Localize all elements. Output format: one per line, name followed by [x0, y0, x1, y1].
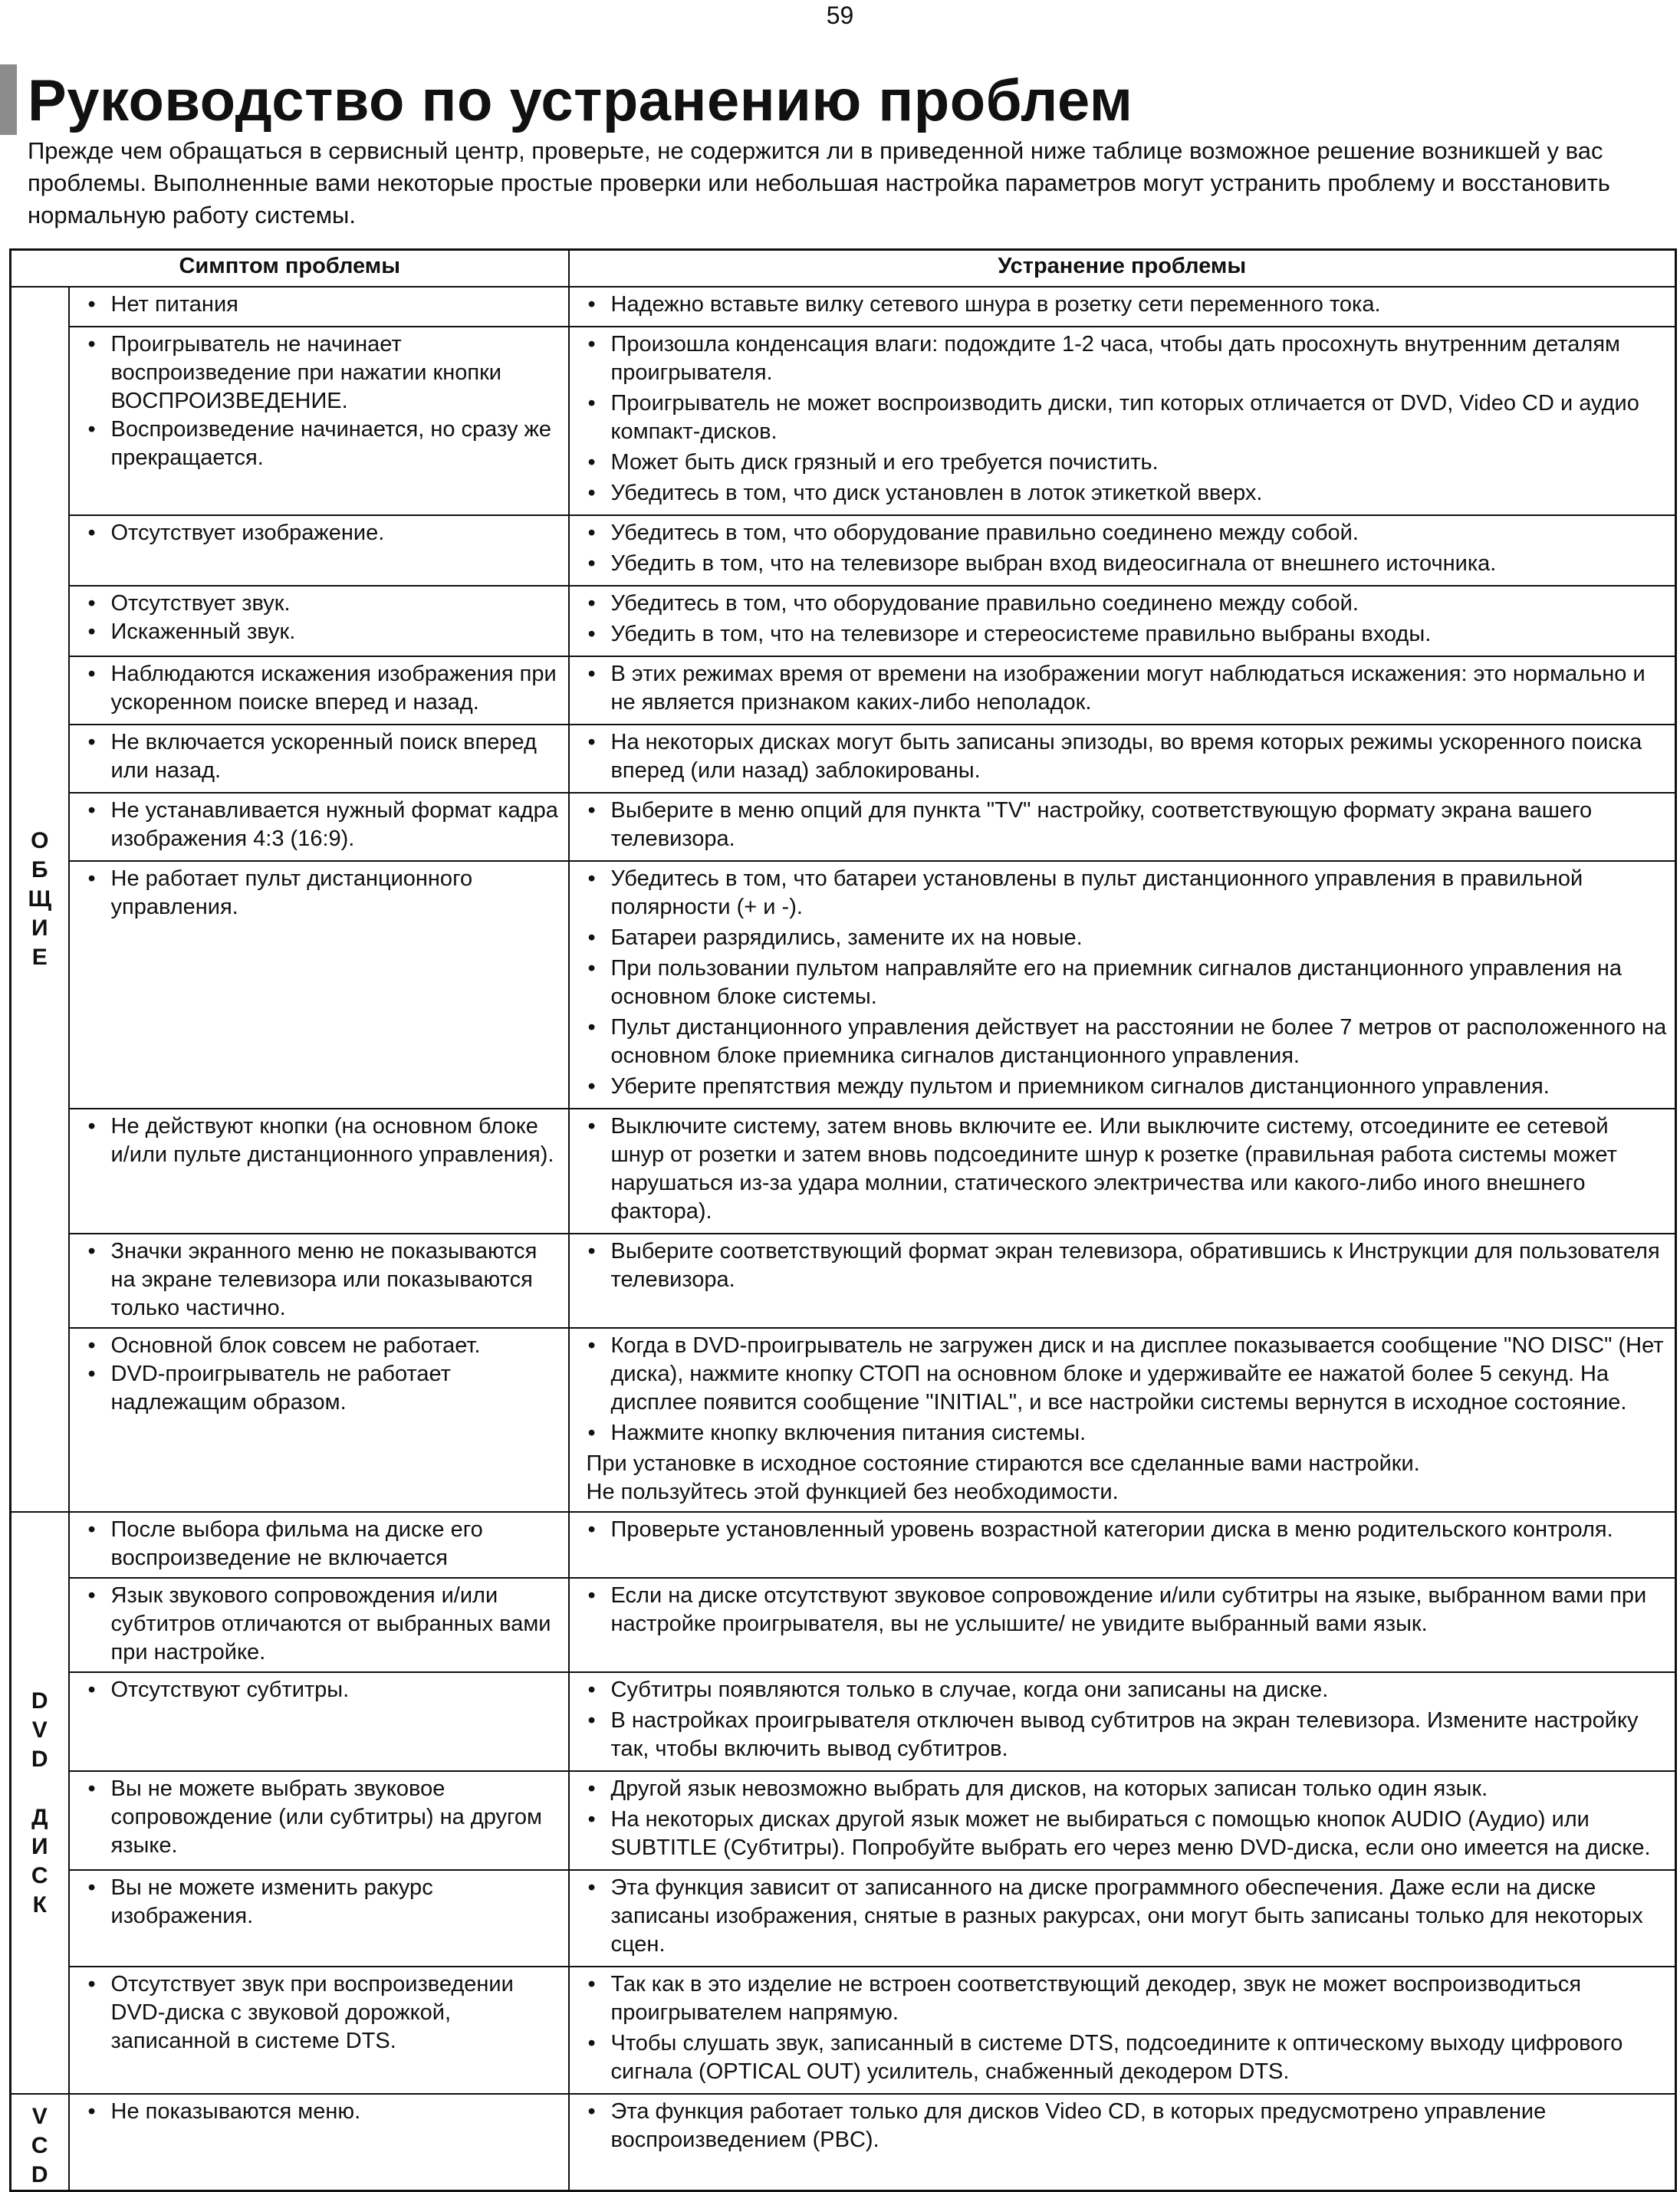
solution-item: • Убедитесь в том, что оборудование правильно соединено между собой. — [584, 590, 1668, 618]
troubleshooting-table — [9, 248, 1677, 2192]
symptom-cell — [69, 515, 569, 586]
category-label — [11, 1512, 69, 2094]
solution-item: • Проигрыватель не может воспроизводить диски, тип которых отличается от DVD, Video CD и аудио компакт-дисков. — [584, 389, 1668, 446]
symptom-list — [84, 519, 561, 547]
symptom-cell — [69, 1578, 569, 1672]
table-row — [11, 1578, 1676, 1672]
page-number: 59 — [826, 2, 854, 29]
symptom-item: • Отсутствует изображение. — [84, 519, 561, 547]
solution-list — [584, 291, 1668, 319]
solution-item: • Нажмите кнопку включения питания системы. — [584, 1419, 1668, 1448]
symptom-item: • Искаженный звук. — [84, 618, 561, 646]
solution-cell — [569, 1771, 1676, 1870]
solution-list — [584, 330, 1668, 508]
solution-cell — [569, 725, 1676, 793]
solution-item: • Убедить в том, что на телевизоре выбран вход видеосигнала от внешнего источника. — [584, 550, 1668, 578]
title-accent-bar — [0, 64, 17, 135]
symptom-list — [84, 1970, 561, 2056]
symptom-item: • Не устанавливается нужный формат кадра изображения 4:3 (16:9). — [84, 797, 561, 853]
symptom-cell — [69, 656, 569, 725]
table-row — [11, 327, 1676, 515]
symptom-item: • После выбора фильма на диске его воспроизведение не включается — [84, 1516, 561, 1573]
symptom-item: • Воспроизведение начинается, но сразу же прекращается. — [84, 416, 561, 472]
table-row — [11, 586, 1676, 656]
symptom-list — [84, 1516, 561, 1573]
solution-item: • Пульт дистанционного управления действует на расстоянии не более 7 метров от расположенного на основном блоке приемника сигналов дистанционного управления. — [584, 1014, 1668, 1070]
symptom-cell — [69, 327, 569, 515]
category-letter: И — [31, 915, 48, 941]
solution-cell — [569, 1578, 1676, 1672]
symptom-list — [84, 660, 561, 717]
solution-list — [584, 519, 1668, 578]
solution-item: • Может быть диск грязный и его требуется почистить. — [584, 449, 1668, 477]
solution-item: • Уберите препятствия между пультом и приемником сигналов дистанционного управления. — [584, 1073, 1668, 1101]
solution-list — [584, 1332, 1668, 1448]
table-row — [11, 1234, 1676, 1328]
solution-item: • Так как в это изделие не встроен соответствующий декодер, звук не может воспроизводиться проигрывателем напрямую. — [584, 1970, 1668, 2027]
symptom-item: • Наблюдаются искажения изображения при ускоренном поиске вперед и назад. — [84, 660, 561, 717]
solution-cell — [569, 1672, 1676, 1771]
symptom-item: • Не показываются меню. — [84, 2098, 561, 2126]
symptom-cell — [69, 1512, 569, 1578]
category-letter: К — [32, 1891, 47, 1918]
symptom-item: • Отсутствуют субтитры. — [84, 1676, 561, 1704]
category-letter: С — [31, 1862, 48, 1888]
solution-cell — [569, 1512, 1676, 1578]
solution-list — [584, 1112, 1668, 1226]
symptom-cell — [69, 793, 569, 861]
solution-item: • В этих режимах время от времени на изображении могут наблюдаться искажения: это нормально и не является признаком каких-либо неполадок. — [584, 660, 1668, 717]
symptom-item: • Вы не можете изменить ракурс изображения. — [84, 1874, 561, 1931]
symptom-item: • Не действуют кнопки (на основном блоке и/или пульте дистанционного управления). — [84, 1112, 561, 1169]
intro-paragraph: Прежде чем обращаться в сервисный центр, проверьте, не содержится ли в приведенной ниже таблице возможное решение возникшей у вас проблемы. Выполненные вами некоторые простые проверки или небольшая настройка параметров могут устранить проблему и восстановить нормальную работу системы. — [28, 137, 1610, 228]
solution-note: Не пользуйтесь этой функцией без необходимости. — [586, 1480, 1119, 1504]
solution-list — [584, 1775, 1668, 1862]
solution-item: • Надежно вставьте вилку сетевого шнура в розетку сети переменного тока. — [584, 291, 1668, 319]
table-header-row — [11, 250, 1676, 288]
solution-item: • На некоторых дисках другой язык может не выбираться с помощью кнопок AUDIO (Аудио) или SUBTITLE (Субтитры). Попробуйте выбрать его через меню DVD-диска, если оно имеется на диске. — [584, 1806, 1668, 1862]
solution-cell — [569, 515, 1676, 586]
solution-item: • Батареи разрядились, замените их на новые. — [584, 924, 1668, 952]
symptom-item: • Отсутствует звук. — [84, 590, 561, 618]
solution-list — [584, 2098, 1668, 2154]
solution-item: • Эта функция зависит от записанного на диске программного обеспечения. Даже если на диске записаны изображения, снятые в разных ракурсах, они могут быть записаны только для некоторых сцен. — [584, 1874, 1668, 1959]
symptom-cell — [69, 725, 569, 793]
solution-list — [584, 1582, 1668, 1638]
category-letter: C — [31, 2133, 48, 2158]
solution-item: • В настройках проигрывателя отключен вывод субтитров на экран телевизора. Измените настройку так, чтобы включить вывод субтитров. — [584, 1707, 1668, 1763]
symptom-cell — [69, 1967, 569, 2094]
table-row — [11, 793, 1676, 861]
symptom-list — [84, 1775, 561, 1860]
solution-item: • Убедить в том, что на телевизоре и стереосистеме правильно выбраны входы. — [584, 620, 1668, 649]
solution-cell — [569, 1234, 1676, 1328]
symptom-cell — [69, 1109, 569, 1234]
table-row — [11, 656, 1676, 725]
table-row — [11, 287, 1676, 327]
header-solution: Устранение проблемы — [569, 250, 1676, 288]
header-symptom: Симптом проблемы — [11, 250, 569, 288]
symptom-list — [84, 2098, 561, 2126]
solution-item: • Выключите систему, затем вновь включите ее. Или выключите систему, отсоедините ее сетевой шнур от розетки и затем вновь подсоедините шнур к розетке (правильная работа системы может нарушаться из-за удара молнии, статического электричества или какого-либо иного внешнего фактора). — [584, 1112, 1668, 1226]
solution-cell — [569, 1328, 1676, 1512]
solution-cell — [569, 1870, 1676, 1967]
solution-cell — [569, 861, 1676, 1109]
solution-cell — [569, 793, 1676, 861]
category-letter: О — [31, 828, 49, 853]
category-letter: D — [31, 1688, 48, 1714]
solution-item: • Субтитры появляются только в случае, когда они записаны на диске. — [584, 1676, 1668, 1704]
category-letter: V — [31, 2104, 48, 2129]
symptom-item: • Язык звукового сопровождения и/или субтитров отличаются от выбранных вами при настройке. — [84, 1582, 561, 1667]
solution-list — [584, 1970, 1668, 2086]
table-row — [11, 2094, 1676, 2191]
symptom-list — [84, 1332, 561, 1417]
solution-cell — [569, 287, 1676, 327]
category-letter: D — [31, 1746, 48, 1772]
solution-list — [584, 797, 1668, 853]
category-gap — [12, 1774, 68, 1803]
symptom-cell — [69, 1328, 569, 1512]
symptom-list — [84, 728, 561, 785]
solution-item: • Выберите в меню опций для пункта "TV" настройку, соответствующую формату экрана вашего телевизора. — [584, 797, 1668, 853]
symptom-cell — [69, 586, 569, 656]
symptom-item: • Вы не можете выбрать звуковое сопровождение (или субтитры) на другом языке. — [84, 1775, 561, 1860]
solution-list — [584, 728, 1668, 785]
symptom-item: • DVD-проигрыватель не работает надлежащим образом. — [84, 1360, 561, 1417]
table-row — [11, 1109, 1676, 1234]
category-letter: Е — [31, 945, 48, 970]
solution-item: • Убедитесь в том, что диск установлен в лоток этикеткой вверх. — [584, 479, 1668, 508]
solution-cell — [569, 1967, 1676, 2094]
symptom-cell — [69, 1234, 569, 1328]
symptom-item: • Отсутствует звук при воспроизведении DVD-диска с звуковой дорожкой, записанной в системе DTS. — [84, 1970, 561, 2056]
solution-cell — [569, 656, 1676, 725]
solution-item: • На некоторых дисках могут быть записаны эпизоды, во время которых режимы ускоренного поиска вперед (или назад) заблокированы. — [584, 728, 1668, 785]
solution-cell — [569, 2094, 1676, 2191]
solution-item: • Чтобы слушать звук, записанный в системе DTS, подсоедините к оптическому выходу цифрового сигнала (OPTICAL OUT) усилитель, снабженный декодером DTS. — [584, 2029, 1668, 2086]
table-row — [11, 861, 1676, 1109]
symptom-cell — [69, 287, 569, 327]
table-row — [11, 725, 1676, 793]
symptom-list — [84, 1112, 561, 1169]
category-letter: D — [31, 2162, 48, 2187]
category-letter: Д — [31, 1804, 48, 1830]
symptom-list — [84, 1237, 561, 1323]
solution-list — [584, 1676, 1668, 1763]
solution-item: • Другой язык невозможно выбрать для дисков, на которых записан только один язык. — [584, 1775, 1668, 1803]
symptom-item: • Значки экранного меню не показываются на экране телевизора или показываются только частично. — [84, 1237, 561, 1323]
solution-cell — [569, 1109, 1676, 1234]
table-row — [11, 1672, 1676, 1771]
symptom-item: • Нет питания — [84, 291, 561, 319]
symptom-cell — [69, 1672, 569, 1771]
table-row — [11, 1870, 1676, 1967]
solution-item: • Проверьте установленный уровень возрастной категории диска в меню родительского контроля. — [584, 1516, 1668, 1544]
category-letter: V — [31, 1717, 48, 1743]
solution-list — [584, 865, 1668, 1101]
symptom-list — [84, 1874, 561, 1931]
solution-item: • Эта функция работает только для дисков Video CD, в которых предусмотрено управление воспроизведением (PBC). — [584, 2098, 1668, 2154]
solution-list — [584, 1874, 1668, 1959]
symptom-cell — [69, 2094, 569, 2191]
symptom-list — [84, 590, 561, 646]
symptom-list — [84, 1582, 561, 1667]
solution-note: При установке в исходное состояние стираются все сделанные вами настройки. — [586, 1451, 1420, 1476]
category-letter: Б — [31, 857, 48, 882]
symptom-list — [84, 291, 561, 319]
symptom-item: • Основной блок совсем не работает. — [84, 1332, 561, 1360]
symptom-cell — [69, 1771, 569, 1870]
symptom-cell — [69, 1870, 569, 1967]
category-label — [11, 287, 69, 1512]
category-label — [11, 2094, 69, 2191]
table-row — [11, 1328, 1676, 1512]
solution-item: • При пользовании пультом направляйте его на приемник сигналов дистанционного управления на основном блоке системы. — [584, 955, 1668, 1011]
solution-item: • Убедитесь в том, что оборудование правильно соединено между собой. — [584, 519, 1668, 547]
symptom-list — [84, 1676, 561, 1704]
table-row — [11, 1771, 1676, 1870]
category-letter: И — [31, 1833, 48, 1859]
table-row — [11, 515, 1676, 586]
symptom-list — [84, 865, 561, 922]
solution-cell — [569, 327, 1676, 515]
solution-list — [584, 1516, 1668, 1544]
table-row — [11, 1967, 1676, 2094]
solution-cell — [569, 586, 1676, 656]
symptom-item: • Не включается ускоренный поиск вперед или назад. — [84, 728, 561, 785]
solution-list — [584, 660, 1668, 717]
symptom-list — [84, 797, 561, 853]
symptom-item: • Не работает пульт дистанционного управления. — [84, 865, 561, 922]
symptom-list — [84, 330, 561, 472]
solution-list — [584, 1237, 1668, 1294]
symptom-item: • Проигрыватель не начинает воспроизведение при нажатии кнопки ВОСПРОИЗВЕДЕНИЕ. — [84, 330, 561, 416]
symptom-cell — [69, 861, 569, 1109]
category-letter: Щ — [28, 886, 52, 912]
solution-item: • Произошла конденсация влаги: подождите 1-2 часа, чтобы дать просохнуть внутренним деталям проигрывателя. — [584, 330, 1668, 387]
solution-item: • Убедитесь в том, что батареи установлены в пульт дистанционного управления в правильной полярности (+ и -). — [584, 865, 1668, 922]
solution-item: • Если на диске отсутствуют звуковое сопровождение и/или субтитры на языке, выбранном вами при настройке проигрывателя, вы не услышите/ не увидите выбранный вами язык. — [584, 1582, 1668, 1638]
solution-item: • Выберите соответствующий формат экран телевизора, обратившись к Инструкции для пользователя телевизора. — [584, 1237, 1668, 1294]
table-row — [11, 1512, 1676, 1578]
solution-item: • Когда в DVD-проигрыватель не загружен диск и на дисплее показывается сообщение "NO DISC" (Нет диска), нажмите кнопку СТОП на основном блоке и удерживайте ее нажатой более 5 секунд. На дисплее появится сообщение "INITIAL", и все настройки системы вернутся в исходное состояние. — [584, 1332, 1668, 1417]
solution-list — [584, 590, 1668, 649]
page-title: Руководство по устранению проблем — [28, 68, 1133, 133]
